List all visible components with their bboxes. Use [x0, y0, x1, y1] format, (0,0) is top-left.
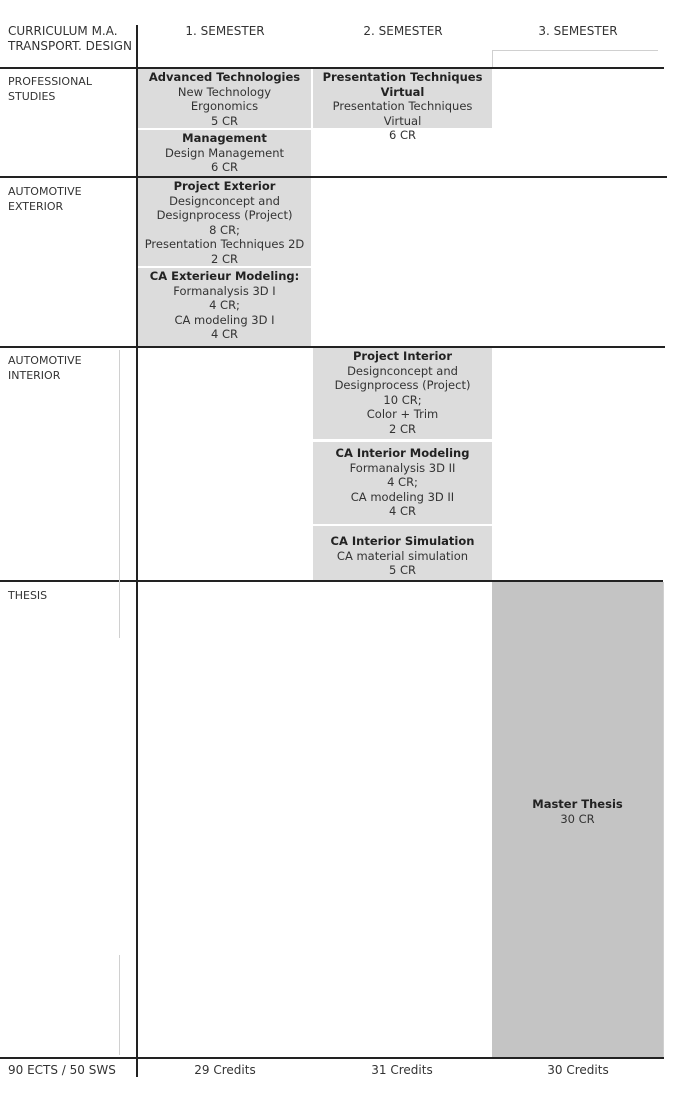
grid-row-divider [0, 176, 667, 178]
module-title: Advanced Technologies [148, 70, 301, 84]
row-label-professional-studies: PROFESSIONAL STUDIES [8, 75, 92, 103]
semester-3-header: 3. SEMESTER [538, 24, 618, 38]
module-title: Master Thesis [532, 797, 623, 811]
row-label-thesis: THESIS [8, 589, 48, 602]
grid-thin-line [119, 955, 120, 1055]
row-label-automotive-exterior: AUTOMOTIVE EXTERIOR [8, 185, 82, 213]
curriculum-title-line2: TRANSPORT. DESIGN [8, 39, 132, 53]
grid-row-divider [0, 67, 664, 69]
curriculum-title-line1: CURRICULUM M.A. [8, 24, 118, 38]
module-title: Management [182, 131, 267, 145]
module-title: Project Exterior [173, 179, 276, 193]
footer-semester-3-credits: 30 Credits [547, 1063, 609, 1077]
module-master-thesis: Master Thesis 30 CR [492, 582, 663, 1057]
module-project-interior: Project Interior Designconcept and Designprocess (Project) 10 CR; Color + Trim 2 CR [313, 348, 492, 439]
module-title: Presentation Techniques [322, 70, 483, 84]
module-title: Project Interior [352, 349, 452, 363]
module-presentation-techniques-virtual: Presentation Techniques Virtual Presentation Techniques Virtual 6 CR [313, 69, 492, 128]
module-title: CA Interior Simulation [330, 534, 475, 548]
grid-row-divider [0, 1057, 664, 1059]
module-title: CA Exterieur Modeling: [149, 269, 300, 283]
grid-thin-line [119, 350, 120, 638]
grid-row-divider [0, 346, 665, 348]
footer-total: 90 ECTS / 50 SWS [8, 1063, 116, 1077]
module-ca-interior-modeling: CA Interior Modeling Formanalysis 3D II 4 CR; CA modeling 3D II 4 CR [313, 442, 492, 524]
module-project-exterior: Project Exterior Designconcept and Designprocess (Project) 8 CR; Presentation Techniques 2D 2 CR [138, 178, 311, 266]
module-ca-interior-simulation: CA Interior Simulation CA material simulation 5 CR [313, 526, 492, 580]
semester-1-header: 1. SEMESTER [185, 24, 265, 38]
curriculum-title [8, 24, 133, 54]
grid-vertical-divider [136, 25, 138, 1077]
module-advanced-technologies: Advanced Technologies New Technology Ergonomics 5 CR [138, 69, 311, 128]
module-title: Virtual [380, 84, 425, 99]
semester-2-header: 2. SEMESTER [363, 24, 443, 38]
grid-row-divider [0, 580, 663, 582]
grid-thin-line [663, 582, 664, 1057]
module-ca-exterieur-modeling: CA Exterieur Modeling: Formanalysis 3D I 4 CR; CA modeling 3D I 4 CR [138, 268, 311, 346]
footer-semester-2-credits: 31 Credits [371, 1063, 433, 1077]
row-label-automotive-interior: AUTOMOTIVE INTERIOR [8, 354, 82, 382]
grid-thin-line [492, 50, 493, 68]
module-title: CA Interior Modeling [335, 446, 470, 460]
module-management: Management Design Management 6 CR [138, 130, 311, 176]
grid-thin-line [492, 50, 658, 51]
footer-semester-1-credits: 29 Credits [194, 1063, 256, 1077]
